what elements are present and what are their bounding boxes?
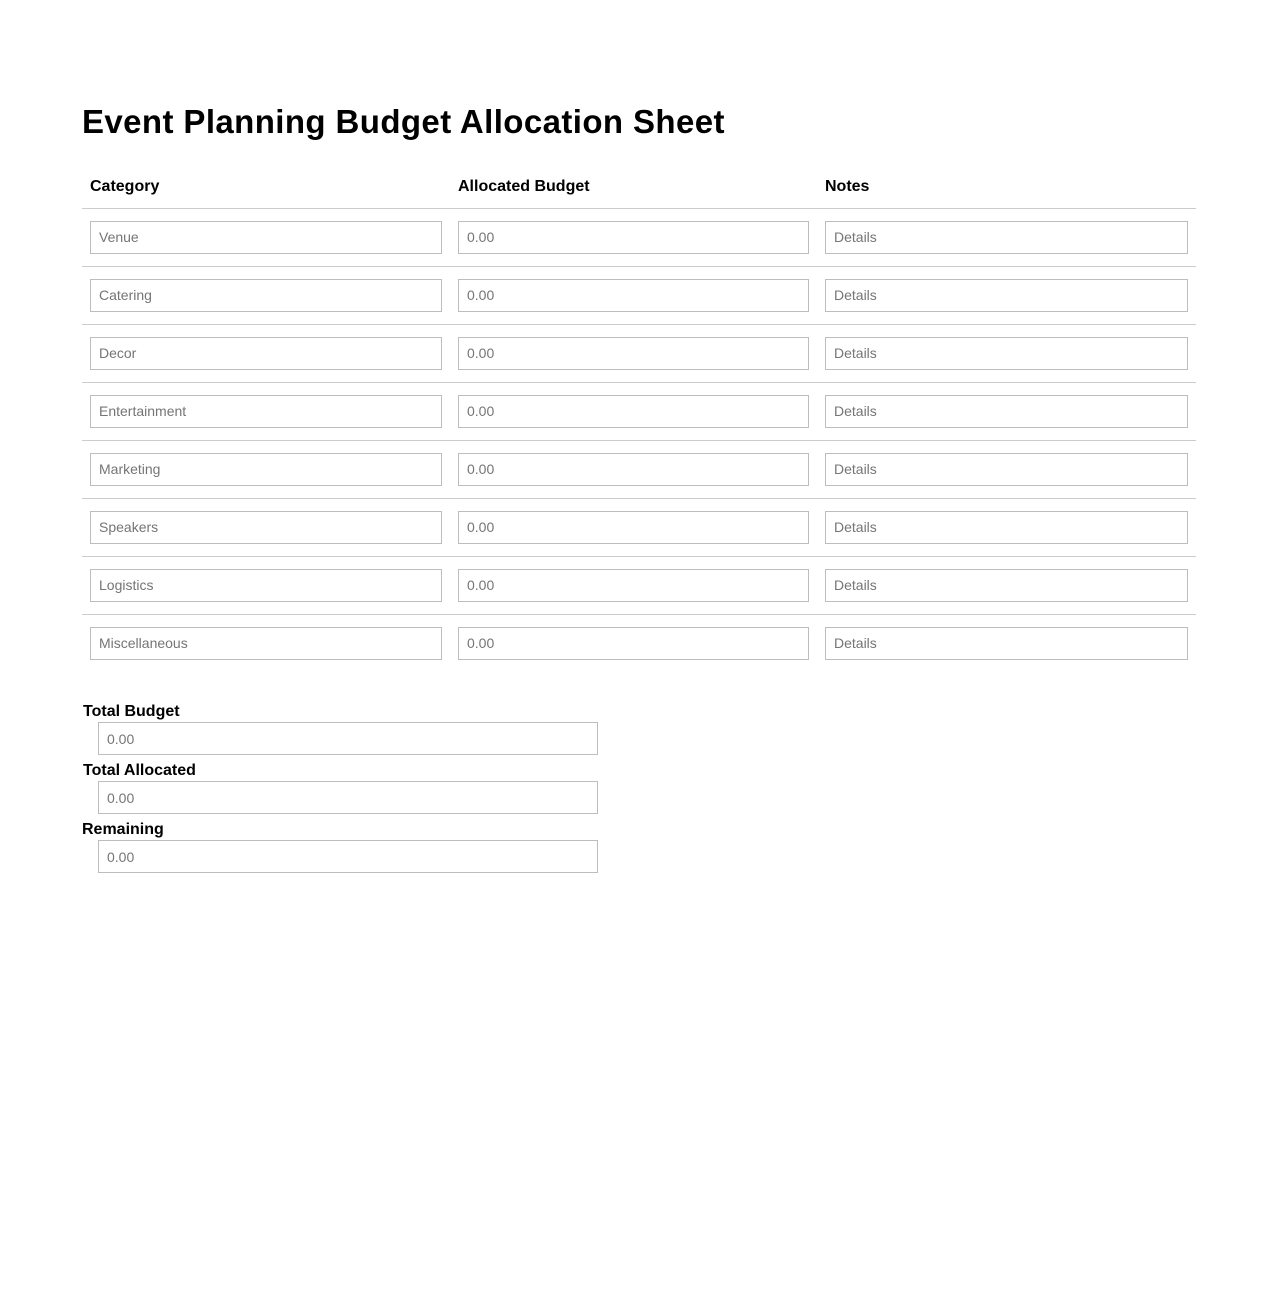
category-input-catering[interactable] (90, 279, 442, 312)
allocated-input-venue[interactable] (458, 221, 809, 254)
table-row (82, 556, 1196, 614)
totals-section (82, 702, 602, 879)
table-row (82, 382, 1196, 440)
table-row (82, 498, 1196, 556)
table-row (82, 614, 1196, 672)
total-allocated-label: Total Allocated (83, 762, 196, 779)
total-budget-label: Total Budget (83, 703, 180, 720)
notes-input-marketing[interactable] (825, 453, 1188, 486)
category-input-miscellaneous[interactable] (90, 627, 442, 660)
table-row (82, 208, 1196, 266)
table-row (82, 440, 1196, 498)
remaining-label: Remaining (82, 821, 164, 838)
allocated-input-entertainment[interactable] (458, 395, 809, 428)
notes-input-logistics[interactable] (825, 569, 1188, 602)
budget-table (82, 166, 1196, 672)
notes-input-catering[interactable] (825, 279, 1188, 312)
allocated-input-decor[interactable] (458, 337, 809, 370)
notes-input-entertainment[interactable] (825, 395, 1188, 428)
category-input-decor[interactable] (90, 337, 442, 370)
category-input-speakers[interactable] (90, 511, 442, 544)
total-allocated-input[interactable] (98, 781, 598, 814)
remaining-input[interactable] (98, 840, 598, 873)
total-allocated-group (82, 761, 602, 820)
category-input-entertainment[interactable] (90, 395, 442, 428)
allocated-input-marketing[interactable] (458, 453, 809, 486)
column-header-category: Category (82, 166, 450, 208)
allocated-input-logistics[interactable] (458, 569, 809, 602)
category-input-venue[interactable] (90, 221, 442, 254)
page-title: Event Planning Budget Allocation Sheet (82, 103, 725, 140)
notes-input-venue[interactable] (825, 221, 1188, 254)
allocated-input-catering[interactable] (458, 279, 809, 312)
notes-input-decor[interactable] (825, 337, 1188, 370)
table-row (82, 266, 1196, 324)
remaining-group (82, 820, 602, 879)
notes-input-speakers[interactable] (825, 511, 1188, 544)
table-header-row (82, 166, 1196, 208)
category-input-logistics[interactable] (90, 569, 442, 602)
category-input-marketing[interactable] (90, 453, 442, 486)
total-budget-input[interactable] (98, 722, 598, 755)
column-header-allocated-budget: Allocated Budget (450, 166, 817, 208)
table-row (82, 324, 1196, 382)
notes-input-miscellaneous[interactable] (825, 627, 1188, 660)
column-header-notes: Notes (817, 166, 1196, 208)
total-budget-group (82, 702, 602, 761)
allocated-input-speakers[interactable] (458, 511, 809, 544)
allocated-input-miscellaneous[interactable] (458, 627, 809, 660)
